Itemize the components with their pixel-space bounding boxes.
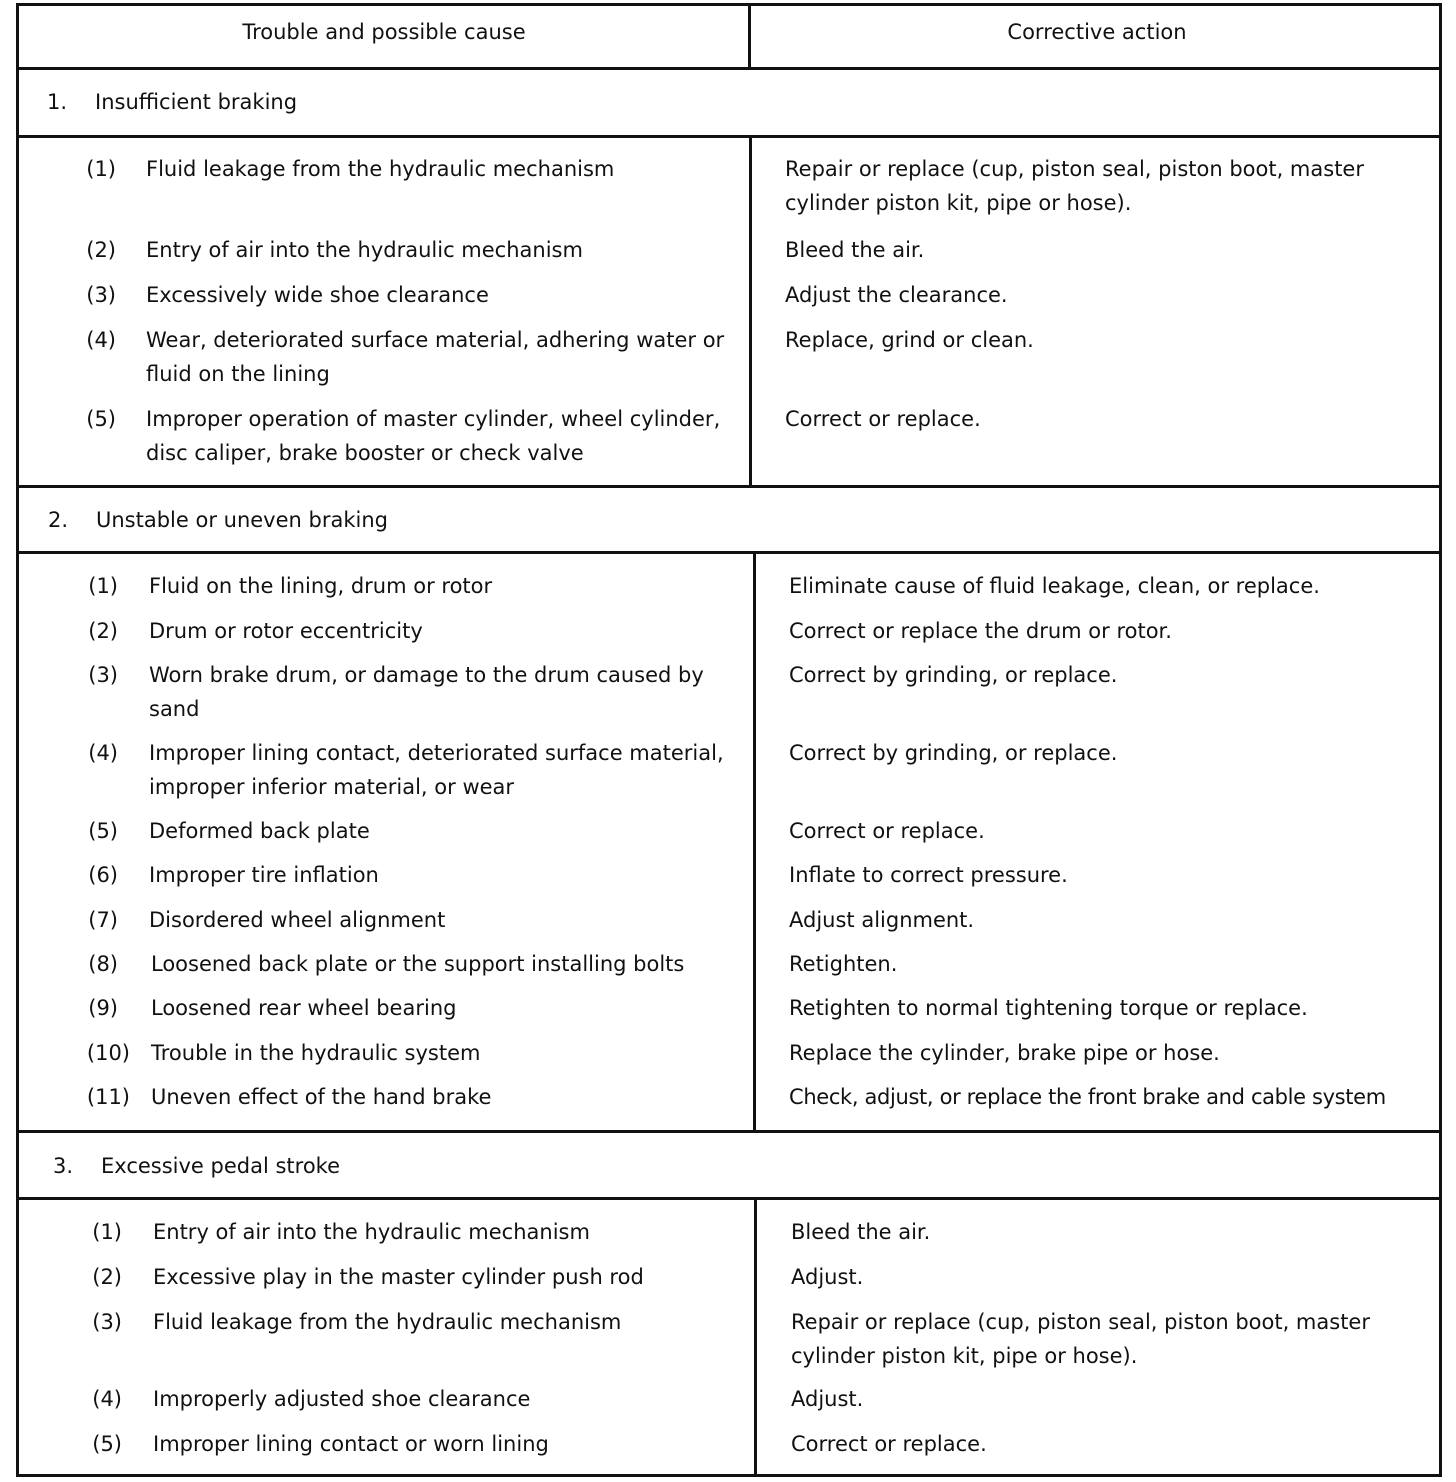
header-corrective-action: Corrective action — [1007, 20, 1187, 44]
row-number: (8) — [88, 952, 118, 976]
row-cause: Worn brake drum, or damage to the drum caused by sand — [149, 663, 704, 721]
row-action: Bleed the air. — [791, 1220, 931, 1244]
row-action: Inflate to correct pressure. — [789, 863, 1068, 887]
section-title: Unstable or uneven braking — [96, 508, 388, 532]
row-action: Retighten. — [789, 952, 898, 976]
row-cause: Improper lining contact or worn lining — [153, 1432, 549, 1456]
section-3-rule — [16, 1197, 1442, 1200]
header-trouble-cause: Trouble and possible cause — [242, 20, 526, 44]
row-number: (7) — [88, 908, 118, 932]
section-3-divider — [754, 1197, 757, 1477]
row-cause: Loosened back plate or the support installing bolts — [151, 952, 685, 976]
row-number: (5) — [92, 1432, 122, 1456]
section-3-top-rule — [16, 1130, 1442, 1133]
row-number: (4) — [86, 328, 116, 352]
row-action: Adjust. — [791, 1265, 864, 1289]
row-action: Correct or replace the drum or rotor. — [789, 619, 1172, 643]
row-cause: Loosened rear wheel bearing — [151, 996, 457, 1020]
row-number: (1) — [92, 1220, 122, 1244]
row-number: (11) — [86, 1085, 130, 1109]
header-rule — [16, 67, 1442, 70]
row-cause: Fluid leakage from the hydraulic mechanism — [153, 1310, 622, 1334]
row-action: Retighten to normal tightening torque or replace. — [789, 996, 1308, 1020]
row-number: (3) — [88, 663, 118, 687]
row-action: Correct or replace. — [791, 1432, 987, 1456]
row-action: Adjust alignment. — [789, 908, 975, 932]
row-action: Adjust the clearance. — [785, 283, 1008, 307]
row-action: Replace the cylinder, brake pipe or hose. — [789, 1041, 1220, 1065]
row-cause: Improperly adjusted shoe clearance — [153, 1387, 531, 1411]
row-cause: Entry of air into the hydraulic mechanism — [153, 1220, 590, 1244]
row-action: Eliminate cause of fluid leakage, clean, or replace. — [789, 574, 1320, 598]
row-cause: Uneven effect of the hand brake — [151, 1085, 492, 1109]
row-number: (6) — [88, 863, 118, 887]
row-number: (4) — [88, 741, 118, 765]
row-action: Repair or replace (cup, piston seal, piston boot, master cylinder piston kit, pipe or hose). — [791, 1310, 1370, 1368]
row-cause: Entry of air into the hydraulic mechanism — [146, 238, 583, 262]
row-number: (3) — [92, 1310, 122, 1334]
section-2-divider — [753, 551, 756, 1133]
row-action: Repair or replace (cup, piston seal, piston boot, master cylinder piston kit, pipe or hose). — [785, 157, 1364, 215]
header-divider — [748, 3, 751, 70]
row-action: Correct by grinding, or replace. — [789, 663, 1118, 687]
section-1-divider — [749, 135, 752, 488]
row-cause: Improper tire inflation — [149, 863, 379, 887]
row-cause: Improper operation of master cylinder, wheel cylinder, disc caliper, brake booster or check valve — [146, 407, 721, 465]
row-action: Correct by grinding, or replace. — [789, 741, 1118, 765]
row-action: Replace, grind or clean. — [785, 328, 1034, 352]
row-cause: Disordered wheel alignment — [149, 908, 446, 932]
row-action: Bleed the air. — [785, 238, 925, 262]
row-number: (9) — [88, 996, 118, 1020]
row-cause: Wear, deteriorated surface material, adhering water or fluid on the lining — [146, 328, 725, 386]
row-cause: Trouble in the hydraulic system — [151, 1041, 481, 1065]
row-cause: Excessive play in the master cylinder push rod — [153, 1265, 644, 1289]
row-number: (4) — [92, 1387, 122, 1411]
row-cause: Fluid leakage from the hydraulic mechanism — [146, 157, 615, 181]
row-number: (1) — [86, 157, 116, 181]
row-number: (2) — [88, 619, 118, 643]
row-number: (1) — [88, 574, 118, 598]
section-2-rule — [16, 551, 1442, 554]
row-number: (10) — [86, 1041, 130, 1065]
row-action: Adjust. — [791, 1387, 864, 1411]
row-number: (5) — [86, 407, 116, 431]
section-title: Insufficient braking — [95, 90, 298, 114]
section-title: Excessive pedal stroke — [101, 1154, 341, 1178]
row-cause: Deformed back plate — [149, 819, 370, 843]
row-action: Correct or replace. — [785, 407, 981, 431]
row-action: Correct or replace. — [789, 819, 985, 843]
section-number: 1. — [47, 90, 68, 114]
section-1-rule — [16, 135, 1442, 138]
row-cause: Drum or rotor eccentricity — [149, 619, 423, 643]
section-number: 3. — [53, 1154, 74, 1178]
row-number: (5) — [88, 819, 118, 843]
row-cause: Excessively wide shoe clearance — [146, 283, 489, 307]
section-2-top-rule — [16, 485, 1442, 488]
row-cause: Fluid on the lining, drum or rotor — [149, 574, 493, 598]
row-number: (3) — [86, 283, 116, 307]
row-number: (2) — [92, 1265, 122, 1289]
row-number: (2) — [86, 238, 116, 262]
row-action: Check, adjust, or replace the front brake and cable system — [789, 1085, 1386, 1109]
row-cause: Improper lining contact, deteriorated surface material, improper inferior material, or wear — [149, 741, 724, 799]
section-number: 2. — [48, 508, 69, 532]
